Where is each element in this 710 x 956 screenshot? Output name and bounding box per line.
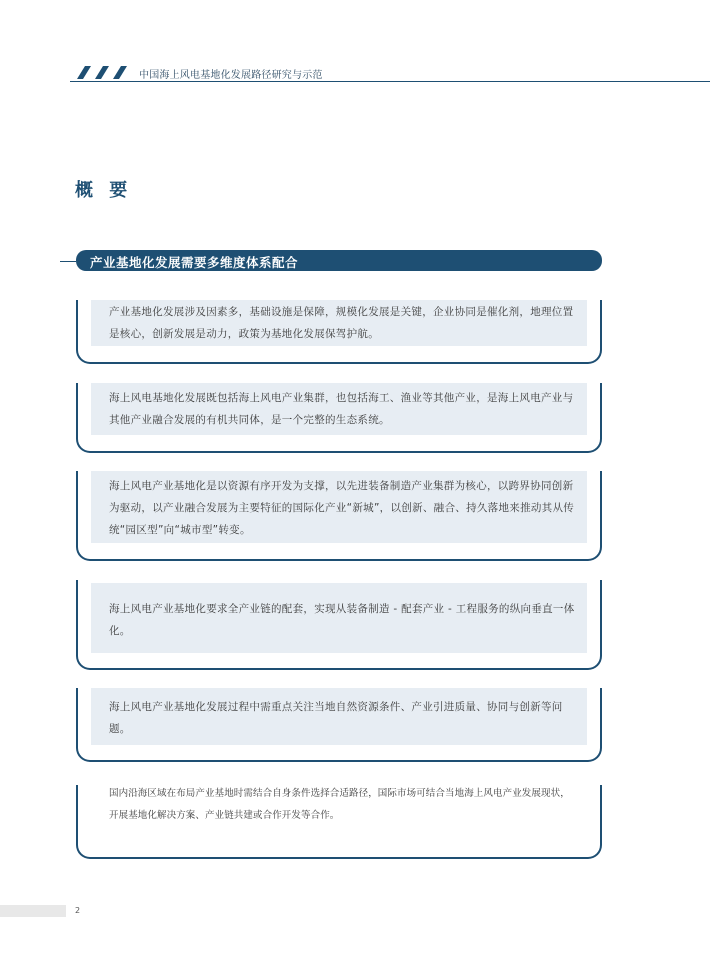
section-title: 产业基地化发展需要多维度体系配合 bbox=[90, 255, 299, 270]
summary-card-text: 海上风电基地化发展既包括海上风电产业集群，也包括海工、渔业等其他产业，是海上风电产业与其他产业融合发展的有机共同体，是一个完整的生态系统。 bbox=[109, 392, 574, 426]
summary-card bbox=[76, 471, 602, 561]
header-slash-decoration bbox=[76, 64, 132, 80]
section-banner-tail bbox=[60, 261, 76, 262]
summary-card-box bbox=[91, 688, 587, 745]
summary-card bbox=[76, 383, 602, 453]
section-banner bbox=[76, 250, 602, 271]
summary-card bbox=[76, 580, 602, 670]
summary-card-text: 海上风电产业基地化发展过程中需重点关注当地自然资源条件、产业引进质量、协同与创新等问题。 bbox=[109, 701, 563, 735]
summary-card-box bbox=[91, 471, 587, 543]
summary-card-text: 产业基地化发展涉及因素多，基础设施是保障，规模化发展是关键，企业协同是催化剂，地理位置是核心，创新发展是动力，政策为基地化发展保驾护航。 bbox=[109, 306, 574, 340]
page-title: 概 要 bbox=[75, 180, 133, 201]
summary-card bbox=[76, 688, 602, 762]
summary-card bbox=[76, 785, 602, 859]
summary-card-box bbox=[91, 300, 587, 346]
summary-card bbox=[76, 300, 602, 364]
summary-card-text: 海上风电产业基地化要求全产业链的配套，实现从装备制造 - 配套产业 - 工程服务的纵向垂直一体化。 bbox=[109, 603, 575, 637]
header-title: 中国海上风电基地化发展路径研究与示范 bbox=[139, 70, 323, 81]
header-rule bbox=[70, 81, 710, 82]
summary-card-box bbox=[91, 583, 587, 653]
page-number: 2 bbox=[75, 906, 81, 915]
summary-card-text: 海上风电产业基地化是以资源有序开发为支撑，以先进装备制造产业集群为核心，以跨界协同创新为驱动，以产业融合发展为主要特征的国际化产业“新城”，以创新、融合、持久落地来推动其从传统“园区型”向“城市型”转变。 bbox=[109, 480, 575, 536]
footer-bar bbox=[0, 905, 66, 917]
summary-card-text: 国内沿海区域在布局产业基地时需结合自身条件选择合适路径，国际市场可结合当地海上风电产业发展现状，开展基地化解决方案、产业链共建或合作开发等合作。 bbox=[109, 788, 570, 821]
summary-card-box bbox=[91, 383, 587, 435]
